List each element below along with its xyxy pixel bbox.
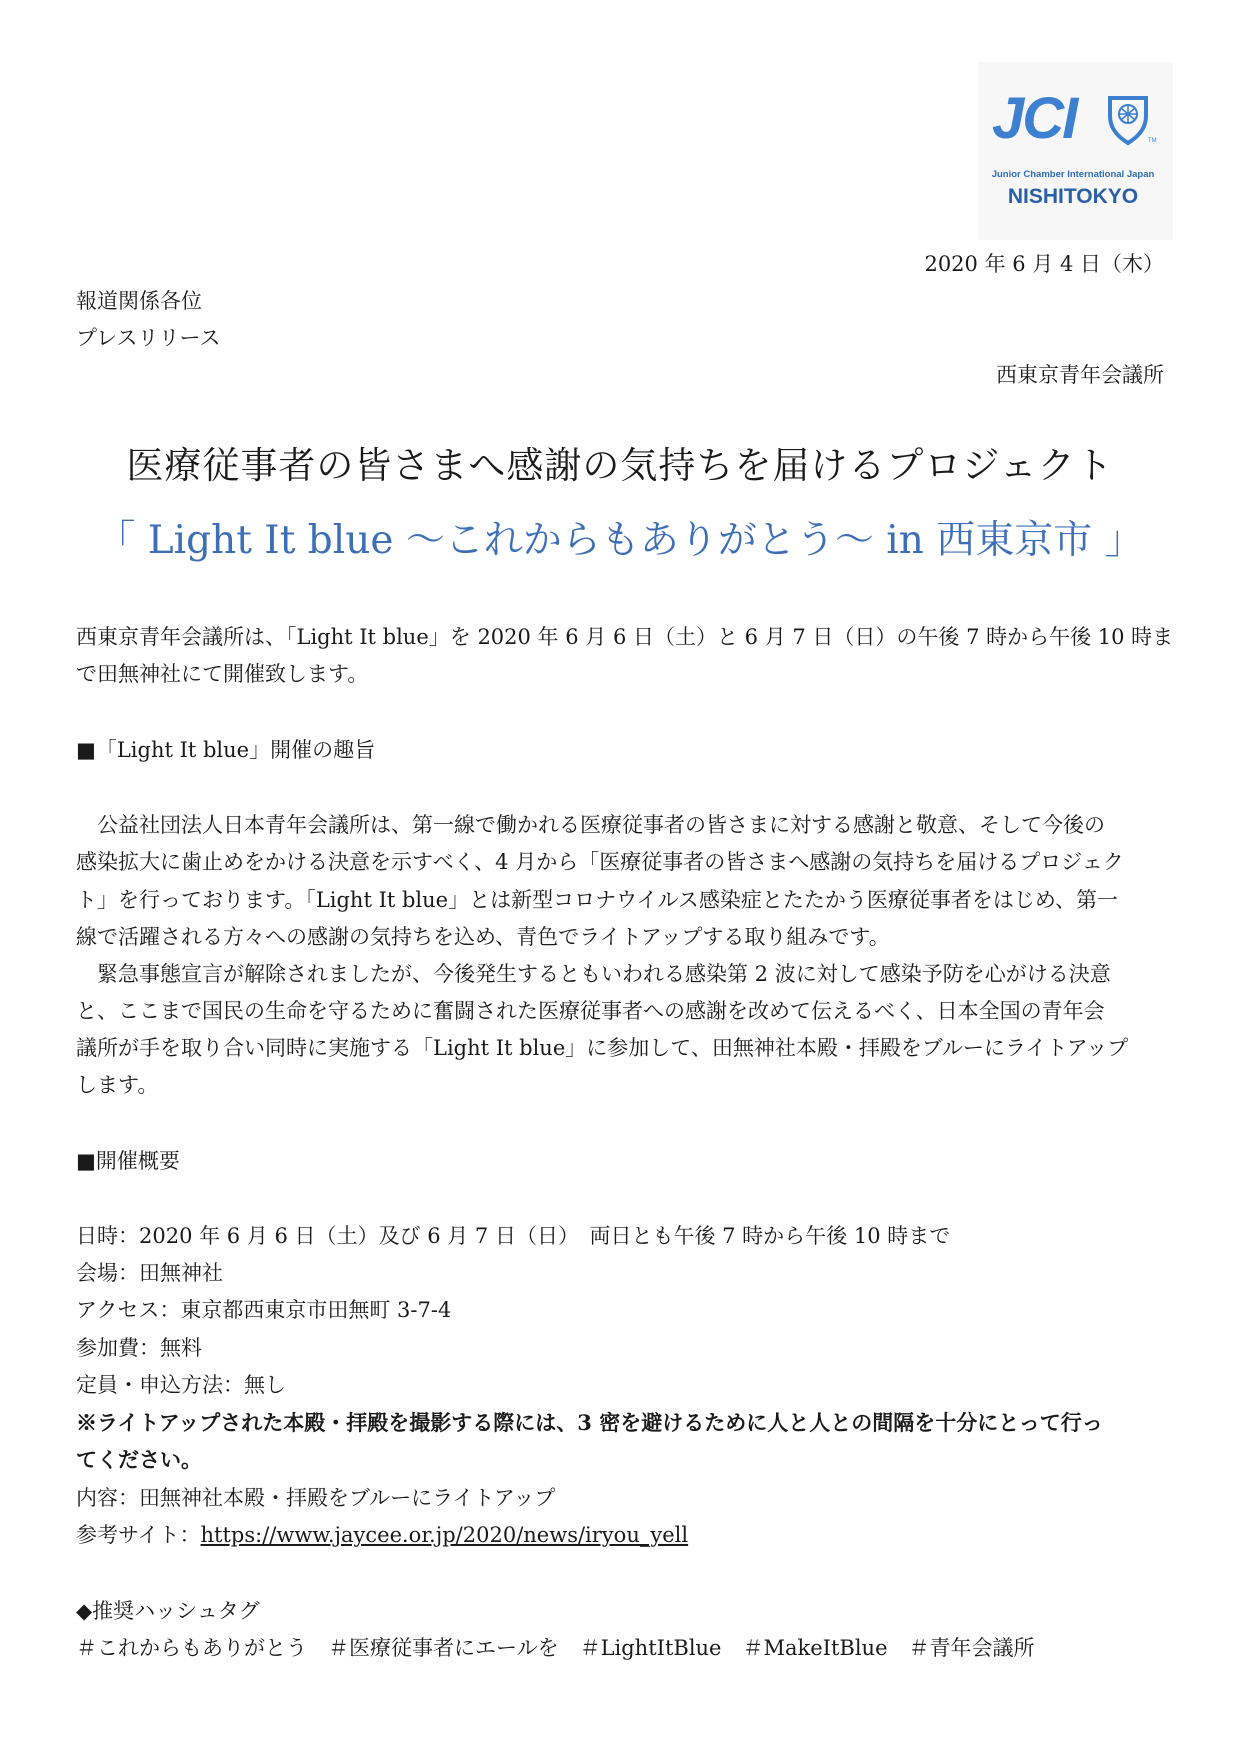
purpose-line-1: 公益社団法人日本青年会議所は、第一線で働かれる医療従事者の皆さまに対する感謝と敬意、そして今後の (76, 813, 1105, 837)
logo-subtitle: Junior Chamber International Japan (991, 169, 1155, 180)
overview-heading: ■開催概要 (76, 1149, 180, 1173)
overview-reference (76, 1522, 688, 1548)
issuer: 西東京青年会議所 (996, 363, 1164, 387)
overview-notice-line-1: ※ライトアップされた本殿・拝殿を撮影する際には、3 密を避けるために人と人との間隔を十分にとって行っ (76, 1410, 1103, 1435)
logo-jci-text: JCI (992, 86, 1077, 151)
overview-content: 内容：田無神社本殿・拝殿をブルーにライトアップ (76, 1486, 556, 1510)
purpose-line-5: 緊急事態宣言が解除されましたが、今後発生するともいわれる感染第 2 波に対して感染予防を心がける決意 (76, 962, 1111, 986)
reference-link[interactable]: https://www.jaycee.or.jp/2020/news/iryou_yell (200, 1523, 689, 1547)
overview-capacity: 定員・申込方法：無し (76, 1373, 286, 1397)
page-subtitle: 「 Light It blue ～これからもありがとう～ in 西東京市 」 (96, 518, 1144, 563)
overview-datetime: 日時：2020 年 6 月 6 日（土）及び 6 月 7 日（日） 両日とも午後 7 時から午後 10 時まで (76, 1224, 951, 1248)
overview-access: アクセス：東京都西東京市田無町 3-7-4 (76, 1298, 452, 1322)
purpose-line-6: と、ここまで国民の生命を守るために奮闘された医療従事者への感謝を改めて伝えるべく、日本全国の青年会 (76, 999, 1105, 1023)
overview-venue: 会場：田無神社 (76, 1261, 223, 1285)
purpose-line-3: ト」を行っております。「Light It blue」とは新型コロナウイルス感染症とたたかう医療従事者をはじめ、第一 (76, 888, 1118, 912)
purpose-line-2: 感染拡大に歯止めをかける決意を示すべく、4 月から「医療従事者の皆さまへ感謝の気持ちを届けるプロジェク (76, 850, 1124, 874)
hashtags-heading: ◆推奨ハッシュタグ (76, 1599, 260, 1623)
overview-fee: 参加費：無料 (76, 1336, 202, 1360)
doc-type: プレスリリース (76, 326, 221, 350)
purpose-heading: ■「Light It blue」開催の趣旨 (76, 738, 376, 762)
intro-line-2: で田無神社にて開催致します。 (76, 662, 369, 686)
page-title: 医療従事者の皆さまへ感謝の気持ちを届けるプロジェクト (126, 444, 1114, 487)
recipients: 報道関係各位 (76, 289, 202, 313)
overview-notice-line-2: てください。 (76, 1447, 202, 1472)
intro-line-1: 西東京青年会議所は、「Light It blue」を 2020 年 6 月 6 日（土）と 6 月 7 日（日）の午後 7 時から午後 10 時ま (76, 625, 1174, 649)
purpose-line-4: 線で活躍される方々への感謝の気持ちを込め、青色でライトアップする取り組みです。 (76, 925, 890, 949)
purpose-line-8: します。 (76, 1073, 159, 1097)
purpose-line-7: 議所が手を取り合い同時に実施する「Light It blue」に参加して、田無神社本殿・拝殿をブルーにライトアップ (76, 1036, 1129, 1060)
reference-label: 参考サイト： (76, 1523, 201, 1547)
logo-trademark: TM (1148, 138, 1157, 144)
hashtags-line: ＃これからもありがとう ＃医療従事者にエールを ＃LightItBlue ＃MakeItBlue ＃青年会議所 (76, 1636, 1035, 1660)
logo-city: NISHITOKYO (1007, 185, 1139, 208)
shield-emblem-icon (1106, 94, 1150, 146)
jci-logo (978, 62, 1173, 240)
release-date: 2020 年 6 月 4 日（木） (924, 252, 1164, 276)
